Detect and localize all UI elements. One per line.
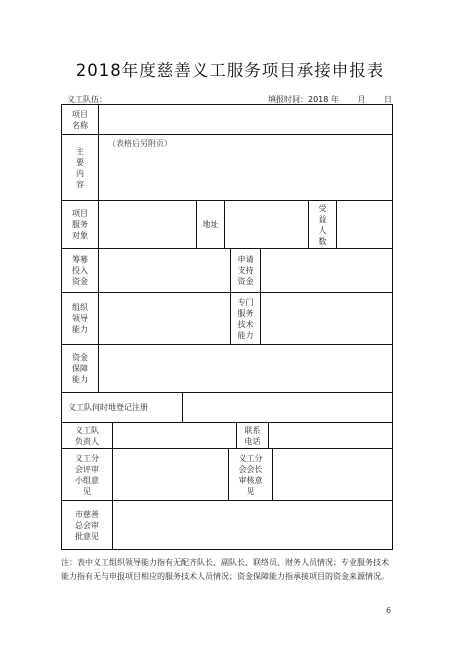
team-leader-value[interactable] [112, 423, 236, 448]
registration-value[interactable] [182, 393, 392, 422]
city-approval-label: 市慈善 总会审 批意见 [75, 509, 99, 541]
row-service-target [62, 201, 392, 249]
service-target-value[interactable] [98, 201, 196, 248]
applied-funds-value[interactable] [260, 249, 392, 292]
address-label: 地址 [196, 201, 224, 248]
row-opinions [62, 449, 392, 501]
main-content-label: 主 要 内 容 [76, 146, 84, 189]
row-funds [62, 249, 392, 293]
applied-funds-label: 申请 支持 资金 [230, 249, 260, 292]
tech-ability-label: 专门 服务 技术 能力 [230, 293, 260, 344]
org-ability-value[interactable] [98, 293, 230, 344]
row-city-approval [62, 501, 392, 549]
raised-funds-value[interactable] [98, 249, 230, 292]
tech-ability-value[interactable] [260, 293, 392, 344]
page-number: 6 [386, 606, 392, 615]
fund-ability-label: 资金 保障 能力 [72, 353, 88, 384]
row-abilities [62, 293, 392, 345]
registration-label: 义工队何时地登记注册 [68, 403, 148, 412]
main-content-note: （表格后另附页） [108, 139, 172, 148]
team-leader-label: 义工队 负责人 [75, 425, 99, 446]
row-main-content [62, 135, 392, 201]
application-form-table [61, 104, 393, 550]
row-fund-ability [62, 345, 392, 393]
contact-phone-value[interactable] [268, 423, 392, 448]
review-opinion-label: 义工分 会评审 小组意 见 [75, 453, 99, 496]
team-label: 义工队伍： [67, 95, 107, 104]
row-project-name [62, 105, 392, 135]
service-target-label: 项目 服务 对象 [72, 209, 88, 240]
project-name-label: 项目 名称 [72, 109, 88, 130]
review-opinion-value[interactable] [112, 449, 228, 500]
beneficiaries-value[interactable] [336, 201, 392, 248]
contact-phone-label: 联系 电话 [236, 423, 268, 448]
raised-funds-label: 筹募 投入 资金 [72, 255, 88, 286]
row-registration [62, 393, 392, 423]
city-approval-value[interactable] [112, 501, 392, 549]
approval-opinion-label: 义工分 会会长 审核意 见 [228, 449, 272, 500]
day-label: 日 [384, 95, 392, 104]
org-ability-label: 组织 领导 能力 [72, 303, 88, 334]
footnote: 注：表中义工组织领导能力指有无配齐队长、副队长、联络员、财务人员情况；专业服务技术能力指有无与申报项目相应的服务技术人员情况；资金保障能力指承接项目的资金来源情况。 [61, 558, 389, 581]
project-name-value[interactable] [98, 105, 392, 134]
registration-label-cell [62, 393, 182, 422]
approval-opinion-value[interactable] [272, 449, 392, 500]
month-label: 月 [357, 95, 366, 104]
address-value[interactable] [224, 201, 308, 248]
form-title: 2018年度慈善义工服务项目承接申报表 [75, 61, 385, 80]
row-leader [62, 423, 392, 449]
beneficiaries-label: 受 益 人 数 [308, 201, 336, 248]
fund-ability-value[interactable] [98, 345, 392, 392]
date-label: 填报时间：2018 年 [268, 95, 339, 104]
